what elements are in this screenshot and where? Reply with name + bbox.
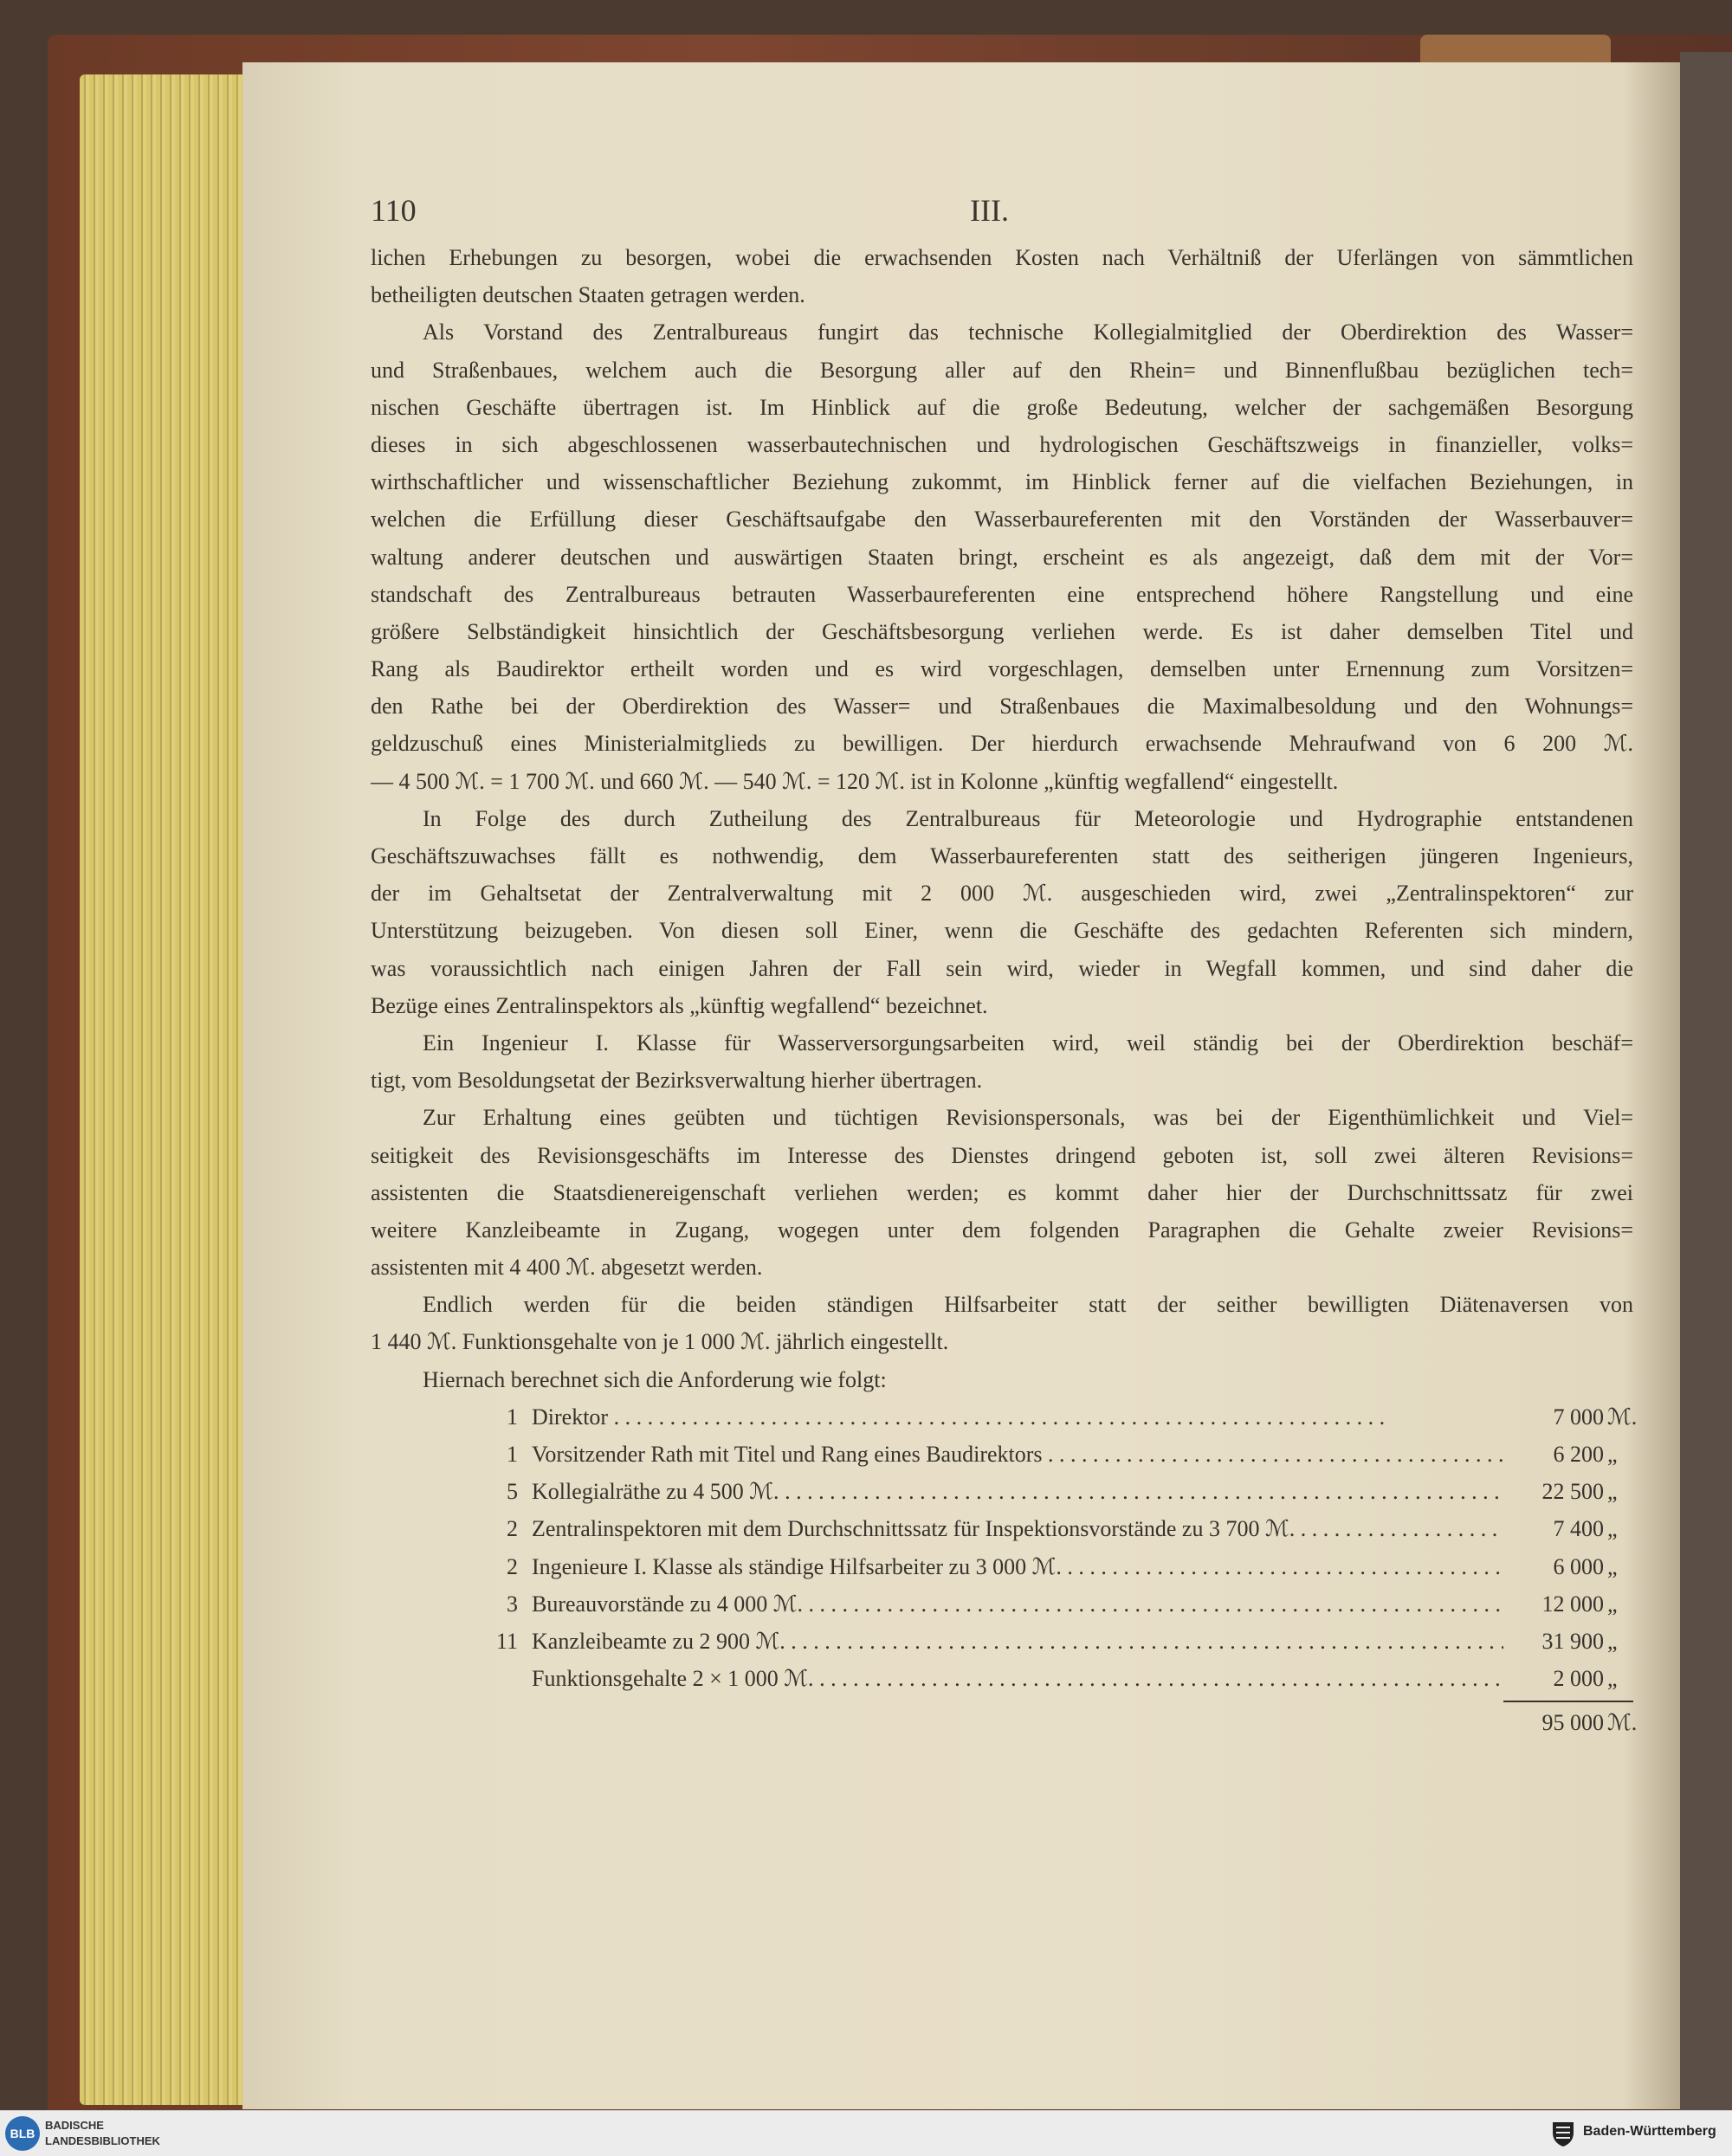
row-count: 5: [507, 1479, 518, 1505]
text-line: — 4 500 ℳ. = 1 700 ℳ. und 660 ℳ. — 540 ℳ. = 120 ℳ. ist in Kolonne „künftig wegfallend“ eingestellt.: [371, 768, 1339, 794]
row-amount: 31 900: [1541, 1628, 1604, 1654]
row-count: 1: [507, 1404, 518, 1430]
text-line: seitigkeit des Revisionsgeschäfts im Interesse des Dienstes dringend geboten ist, soll zwei älteren Revisions=: [371, 1142, 1633, 1168]
page-number: 110: [371, 193, 417, 228]
row-amount: 22 500: [1541, 1479, 1604, 1505]
row-amount: 2 000: [1553, 1666, 1604, 1692]
state-label: Baden-Württemberg: [1583, 2124, 1716, 2139]
total-amount: 95 000: [1541, 1710, 1604, 1736]
row-unit: „: [1607, 1442, 1618, 1467]
row-label: Zentralinspektoren mit dem Durchschnittssatz für Inspektionsvorstände zu 3 700 ℳ. . . .: [532, 1510, 1503, 1547]
row-label: Kanzleibeamte zu 2 900 ℳ. . . .: [532, 1623, 1503, 1660]
library-name: [45, 2118, 160, 2149]
row-count: 3: [507, 1591, 518, 1617]
row-label: Vorsitzender Rath mit Titel und Rang eines Baudirektors . . .: [532, 1436, 1503, 1473]
text-line: standschaft des Zentralbureaus betrauten Wasserbaureferenten eine entsprechend höhere Rangstellung und eine: [371, 581, 1633, 607]
text-line: assistenten mit 4 400 ℳ. abgesetzt werden.: [371, 1255, 763, 1281]
row-amount: 6 000: [1553, 1553, 1604, 1579]
row-unit: „: [1607, 1666, 1618, 1692]
row-unit: „: [1607, 1479, 1618, 1505]
table-row: [371, 1660, 1633, 1697]
table-row: [371, 1398, 1638, 1436]
total-row: [371, 1704, 1638, 1741]
row-amount: 6 200: [1553, 1442, 1604, 1467]
chapter-heading: III.: [970, 193, 1009, 228]
blb-logo-icon: BLB: [5, 2116, 40, 2151]
text-line: Zur Erhaltung eines geübten und tüchtigen Revisionspersonals, was bei der Eigenthümlichkeit und Viel=: [423, 1105, 1633, 1131]
coat-of-arms-icon: [1550, 2120, 1576, 2147]
background-right: [1680, 52, 1732, 2113]
table-row: [371, 1436, 1633, 1473]
row-count: 2: [507, 1516, 518, 1542]
row-label: Kollegialräthe zu 4 500 ℳ. . . .: [532, 1473, 1503, 1510]
total-unit: ℳ.: [1607, 1710, 1638, 1736]
sum-rule: [1503, 1701, 1633, 1702]
text-line: In Folge des durch Zutheilung des Zentralbureaus für Meteorologie und Hydrographie entstandenen: [423, 805, 1633, 831]
row-count: 1: [507, 1442, 518, 1467]
text-line: dieses in sich abgeschlossenen wasserbautechnischen und hydrologischen Geschäftszweigs in finanzieller, volks=: [371, 431, 1633, 457]
footer-bar: [0, 2110, 1732, 2156]
text-line: nischen Geschäfte übertragen ist. Im Hinblick auf die große Bedeutung, welcher der sachgemäßen Besorgung: [371, 394, 1633, 420]
row-unit: ℳ.: [1607, 1404, 1638, 1430]
row-unit: „: [1607, 1591, 1618, 1617]
table-row: [371, 1623, 1633, 1660]
body-text: [371, 239, 1638, 1742]
table-row: [371, 1585, 1633, 1623]
text-line: Unterstützung beizugeben. Von diesen soll Einer, wenn die Geschäfte des gedachten Referenten sich mindern,: [371, 918, 1633, 944]
row-amount: 12 000: [1541, 1591, 1604, 1617]
text-line: Rang als Baudirektor ertheilt worden und es wird vorgeschlagen, demselben unter Ernennung zum Vorsitzen=: [371, 656, 1633, 682]
text-line: geldzuschuß eines Ministerialmitglieds zu bewilligen. Der hierdurch erwachsende Mehraufwand von 6 200 ℳ.: [371, 731, 1633, 757]
text-line: betheiligten deutschen Staaten getragen werden.: [371, 282, 805, 308]
row-unit: „: [1607, 1516, 1618, 1542]
text-line: den Rathe bei der Oberdirektion des Wasser= und Straßenbaues die Maximalbesoldung und den Wohnungs=: [371, 694, 1633, 720]
text-line: Bezüge eines Zentralinspektors als „künftig wegfallend“ bezeichnet.: [371, 992, 988, 1018]
text-line: was voraussichtlich nach einigen Jahren der Fall sein wird, wieder in Wegfall kommen, und sind daher die: [371, 955, 1633, 981]
row-unit: „: [1607, 1553, 1618, 1579]
table-row: [371, 1510, 1633, 1547]
table-row: [371, 1548, 1633, 1585]
text-line: assistenten die Staatsdienereigenschaft verliehen werden; es kommt daher hier der Durchschnittssatz für zwei: [371, 1179, 1633, 1205]
text-line: und Straßenbaues, welchem auch die Besorgung aller auf den Rhein= und Binnenflußbau bezüglichen tech=: [371, 357, 1633, 383]
text-line: 1 440 ℳ. Funktionsgehalte von je 1 000 ℳ. jährlich eingestellt.: [371, 1329, 949, 1355]
text-line: der im Gehaltsetat der Zentralverwaltung mit 2 000 ℳ. ausgeschieden wird, zwei „Zentralinspektoren“ zur: [371, 881, 1633, 907]
row-amount: 7 000: [1553, 1404, 1604, 1430]
row-count: 2: [507, 1553, 518, 1579]
text-line: waltung anderer deutschen und auswärtigen Staaten bringt, erscheint es als angezeigt, daß dem mit der Vor=: [371, 544, 1633, 570]
text-line: Hiernach berechnet sich die Anforderung wie folgt:: [423, 1366, 887, 1392]
row-count: 11: [495, 1628, 518, 1654]
text-line: wirthschaftlicher und wissenschaftlicher Beziehung zukommt, im Hinblick ferner auf die vielfachen Beziehungen, in: [371, 469, 1633, 495]
row-label: Ingenieure I. Klasse als ständige Hilfsarbeiter zu 3 000 ℳ. . . .: [532, 1548, 1503, 1585]
library-name-line1: BADISCHE: [45, 2119, 104, 2132]
row-unit: „: [1607, 1628, 1618, 1654]
row-label: Funktionsgehalte 2 × 1 000 ℳ. . . .: [532, 1660, 1503, 1697]
text-line: lichen Erhebungen zu besorgen, wobei die erwachsenden Kosten nach Verhältniß der Uferlängen von sämmtlichen: [371, 245, 1633, 270]
text-line: Geschäftszuwachses fällt es nothwendig, dem Wasserbaureferenten statt des seitherigen jüngeren Ingenieurs,: [371, 843, 1633, 868]
text-line: welchen die Erfüllung dieser Geschäftsaufgabe den Wasserbaureferenten mit den Vorständen der Wasserbauver=: [371, 507, 1633, 533]
text-line: Als Vorstand des Zentralbureaus fungirt das technische Kollegialmitglied der Oberdirektion des Wasser=: [423, 320, 1633, 345]
row-label: Direktor . . .: [532, 1398, 1503, 1436]
library-name-line2: LANDESBIBLIOTHEK: [45, 2134, 160, 2147]
text-line: Ein Ingenieur I. Klasse für Wasserversorgungsarbeiten wird, weil ständig bei der Oberdirektion beschäf=: [423, 1030, 1633, 1055]
row-amount: 7 400: [1553, 1516, 1604, 1542]
text-line: größere Selbständigkeit hinsichtlich der Geschäftsbesorgung verliehen werde. Es ist daher demselben Titel und: [371, 618, 1633, 644]
page-edges: [80, 74, 253, 2105]
text-line: weitere Kanzleibeamte in Zugang, wogegen unter dem folgenden Paragraphen die Gehalte zweier Revisions=: [371, 1217, 1633, 1243]
text-line: tigt, vom Besoldungsetat der Bezirksverwaltung hierher übertragen.: [371, 1068, 983, 1094]
row-label: Bureauvorstände zu 4 000 ℳ. . . .: [532, 1585, 1503, 1623]
text-line: Endlich werden für die beiden ständigen Hilfsarbeiter statt der seither bewilligten Diätenaversen von: [423, 1292, 1633, 1318]
table-row: [371, 1473, 1633, 1510]
